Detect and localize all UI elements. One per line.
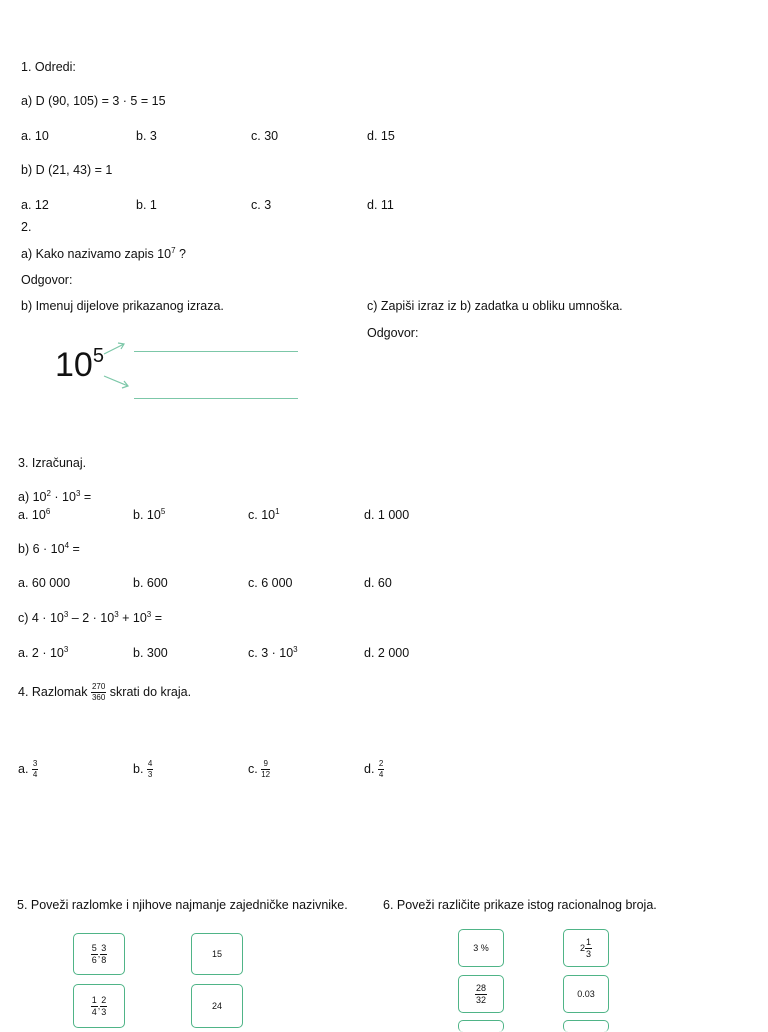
q6-card-partial-1[interactable] (458, 1020, 504, 1032)
q4-question: 4. Razlomak $\frac{270}{360}$ skrati do kraja. (18, 682, 192, 702)
q3-title: 3. Izračunaj. (18, 456, 87, 470)
q2-c-question: c) Zapiši izraz iz b) zadatka u obliku umnoška. (367, 299, 623, 313)
q2-c-answer-label: Odgovor: (367, 326, 419, 340)
q1-b-option-d: d. 11 (367, 198, 394, 212)
answer-line-base[interactable] (134, 398, 298, 399)
q1-a-option-d: d. 15 (367, 129, 395, 143)
q3-b-option-a: a. 60 000 (18, 576, 71, 590)
q1-a-option-c: c. 30 (251, 129, 279, 143)
q3-b-expression: b) $6 \cdot 10^4$ = (18, 541, 80, 556)
q3-c-option-d: d. 2 000 (364, 646, 410, 660)
q2-a-answer-label: Odgovor: (21, 273, 73, 287)
q2-a-question: a) Kako nazivamo zapis $10^7$ ? (21, 246, 186, 261)
q6-card-percent[interactable]: 3 % (458, 929, 504, 967)
q3-c-expression: c) $4 \cdot 10^3 - 2 \cdot 10^3 + 10^3$ = (18, 610, 163, 625)
q3-a-option-d: d. 1 000 (364, 508, 410, 522)
q2-b-question: b) Imenuj dijelove prikazanog izraza. (21, 299, 224, 313)
q3-a-option-c: c. $10^1$ (248, 507, 280, 522)
q1-a-option-a: a. 10 (21, 129, 49, 143)
q5-title: 5. Poveži razlomke i njihove najmanje zajedničke nazivnike. (17, 898, 348, 912)
q1-title: 1. Odredi: (21, 60, 76, 74)
q2-number: 2. (21, 220, 32, 234)
q3-b-option-d: d. 60 (364, 576, 392, 590)
q3-a-option-a: a. $10^6$ (18, 507, 51, 522)
q4-option-d: d. $\frac{2}{4}$ (364, 759, 384, 779)
q6-card-partial-2[interactable] (563, 1020, 609, 1032)
fraction-270-360: $\frac{270}{360}$ (91, 682, 106, 702)
q3-c-option-c: c. $3 \cdot 10^3$ (248, 645, 298, 660)
q1-b-option-b: b. 1 (136, 198, 157, 212)
q3-c-option-b: b. 300 (133, 646, 168, 660)
q3-b-option-c: c. 6 000 (248, 576, 293, 590)
q5-card-fractions-1[interactable]: $\frac{5}{6}$ , $\frac{3}{8}$ (73, 933, 125, 975)
q4-option-a: a. $\frac{3}{4}$ (18, 759, 38, 779)
q5-card-denominator-15[interactable]: 15 (191, 933, 243, 975)
q4-option-b: b. $\frac{4}{3}$ (133, 759, 153, 779)
answer-line-exponent[interactable] (134, 351, 298, 352)
q4-option-c: c. $\frac{9}{12}$ (248, 759, 271, 779)
q3-b-option-b: b. 600 (133, 576, 168, 590)
q3-a-option-b: b. $10^5$ (133, 507, 166, 522)
pointer-arrows-icon (100, 338, 140, 394)
q5-card-fractions-2[interactable]: $\frac{1}{4}$ , $\frac{2}{3}$ (73, 984, 125, 1028)
q1-b-option-c: c. 3 (251, 198, 272, 212)
q1-a-option-b: b. 3 (136, 129, 157, 143)
q1-b-option-a: a. 12 (21, 198, 49, 212)
q6-title: 6. Poveži različite prikaze istog racionalnog broja. (383, 898, 657, 912)
power-expression: $10^5$ (55, 345, 104, 384)
q3-a-expression: a) $10^2 \cdot 10^3$ = (18, 489, 92, 504)
q6-card-mixed-number[interactable]: 2 $\frac{1}{3}$ (563, 929, 609, 967)
q5-card-denominator-24[interactable]: 24 (191, 984, 243, 1028)
q6-card-decimal[interactable]: 0.03 (563, 975, 609, 1013)
q6-card-fraction[interactable]: $\frac{28}{32}$ (458, 975, 504, 1013)
q1-b-expression: b) D (21, 43) = 1 (21, 163, 113, 177)
q3-c-option-a: a. $2 \cdot 10^3$ (18, 645, 69, 660)
q1-a-expression: a) D (90, 105) = 3 · 5 = 15 (21, 94, 166, 108)
